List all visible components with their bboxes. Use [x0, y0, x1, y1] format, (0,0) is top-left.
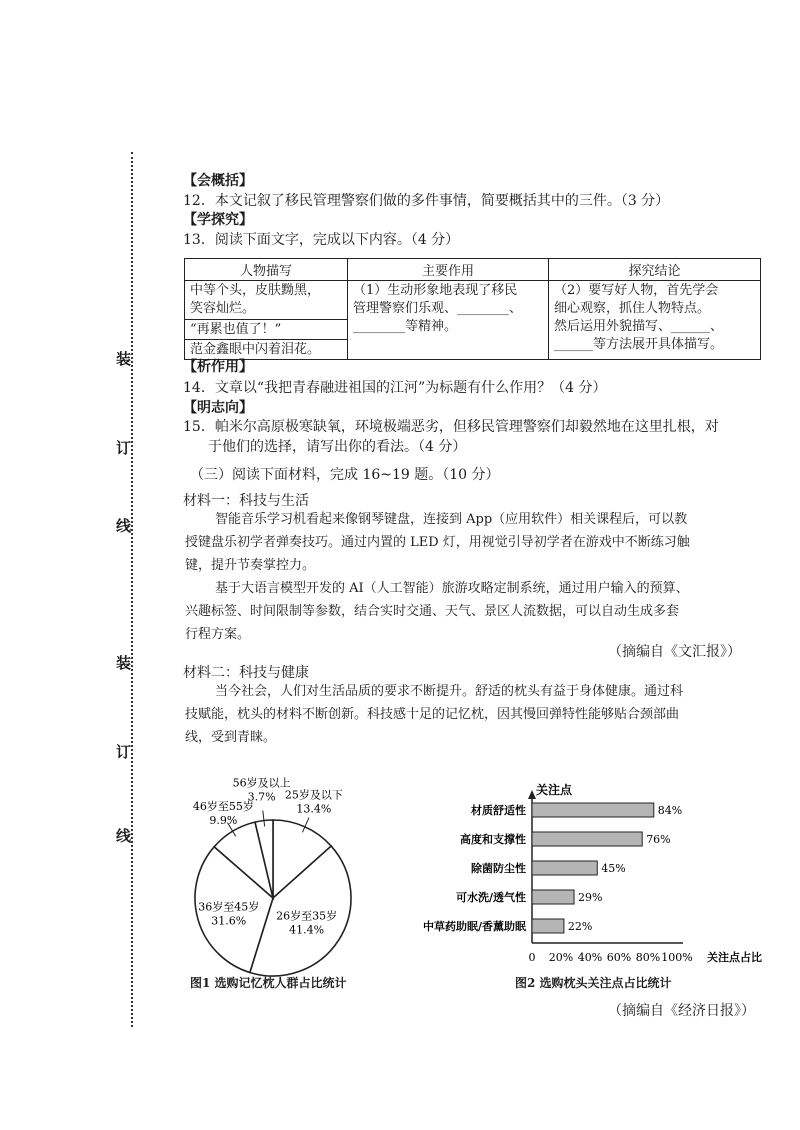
bar — [532, 803, 654, 817]
table-cell: 中等个头，皮肤黝黑， — [190, 283, 321, 298]
material1-line: 智能音乐学习机看起来像钢琴键盘，连接到 App（应用软件）相关课程后，可以教 — [215, 512, 688, 527]
bar-tick-label: 80% — [635, 951, 661, 964]
table-cell: “再累也值了！” — [185, 320, 347, 340]
pie-value-label: 31.6% — [211, 914, 247, 928]
bar-value-label: 45% — [601, 862, 626, 875]
pie-category-label: 46岁至55岁 — [192, 799, 254, 813]
table-cell: 然后运用外貌描写、______、 — [554, 319, 724, 334]
material2-line: 线，受到青睐。 — [185, 730, 277, 745]
binding-dotted-line — [131, 152, 133, 1027]
figure1-caption: 图1 选购记忆枕人群占比统计 — [190, 976, 347, 990]
bar-tick-label: 100% — [661, 951, 693, 964]
bar-value-label: 84% — [657, 804, 683, 817]
material1-line: 行程方案。 — [185, 627, 251, 642]
bar-category-label: 除菌防尘性 — [471, 862, 526, 875]
table-header: 人物描写 — [185, 259, 348, 281]
bar-tick-label: 40% — [577, 951, 603, 964]
material2-line: 技赋能，枕头的材料不断创新。科技感十足的记忆枕，因其慢回弹特性能够贴合颈部曲 — [185, 707, 680, 722]
bar-category-label: 高度和支撑性 — [460, 833, 526, 846]
heading-explore: 【学探究】 — [183, 212, 253, 228]
bar-category-label: 中草药助眠/香薰助眠 — [422, 920, 526, 933]
material1-line: 基于大语言模型开发的 AI（人工智能）旅游攻略定制系统，通过用户输入的预算、 — [215, 581, 689, 596]
pie-category-label: 36岁至45岁 — [198, 900, 260, 914]
pie-value-label: 13.4% — [296, 802, 332, 816]
pie-value-label: 41.4% — [289, 923, 325, 937]
heading-aspire: 【明志向】 — [183, 400, 253, 416]
binding-label-xian-2: 线 — [116, 827, 132, 845]
material1-title: 材料一：科技与生活 — [183, 493, 309, 509]
binding-label-zhuang: 装 — [116, 350, 132, 368]
material1-source: （摘编自《文汇报》） — [608, 644, 741, 660]
table-cell: 笑容灿烂。 — [190, 301, 256, 316]
material2-line: 当今社会，人们对生活品质的要求不断提升。舒适的枕头有益于身体健康。通过科 — [215, 684, 684, 699]
binding-label-zhuang-2: 装 — [116, 654, 132, 672]
table-cell: （1）生动形象地表现了移民 — [353, 283, 518, 298]
bar-tick-label: 0 — [528, 951, 536, 964]
bar — [532, 890, 574, 904]
bar-chart — [423, 782, 762, 964]
binding-label-xian: 线 — [116, 517, 132, 535]
material2-title: 材料二：科技与健康 — [183, 665, 309, 681]
table-cell: ______等方法展开具体描写。 — [554, 337, 724, 352]
heading-summarize: 【会概括】 — [183, 173, 253, 189]
table-cell: 范金鑫眼中闪着泪花。 — [190, 342, 321, 357]
table-cell: ________等精神。 — [353, 319, 458, 334]
pie-category-label: 56岁及以上 — [232, 776, 291, 790]
table-cell: （2）要写好人物，首先学会 — [554, 283, 719, 298]
table-header: 主要作用 — [348, 259, 549, 281]
heading-analyze: 【析作用】 — [183, 359, 253, 375]
pie-category-label: 25岁及以下 — [284, 788, 343, 802]
question-14: 14．文章以“我把青春融进祖国的江河”为标题有什么作用？（4 分） — [183, 380, 607, 396]
material1-line: 授键盘乐初学者弹奏技巧。通过内置的 LED 灯，用视觉引导初学者在游戏中不断练习触 — [185, 535, 690, 550]
bar-value-label: 76% — [646, 833, 671, 846]
part3-heading: （三）阅读下面材料，完成 16~19 题。（10 分） — [190, 467, 500, 483]
bar-tick-label: 60% — [606, 951, 632, 964]
charts-area — [180, 750, 770, 995]
pie-value-label: 3.7% — [247, 790, 276, 804]
bar — [532, 919, 564, 933]
bar — [532, 832, 642, 846]
bar-y-axis-label: 关注点 — [536, 783, 573, 797]
table-cell: 细心观察，抓住人物特点。 — [554, 301, 711, 316]
question-12: 12．本文记叙了移民管理警察们做的多件事情，简要概括其中的三件。（3 分） — [183, 193, 670, 209]
inquiry-table — [184, 258, 761, 360]
binding-label-ding-2: 订 — [116, 743, 132, 761]
question-13: 13．阅读下面文字，完成以下内容。（4 分） — [183, 232, 460, 248]
material1-line: 兴趣标签、时间限制等参数，结合实时交通、天气、景区人流数据，可以自动生成多套 — [185, 604, 680, 619]
bar-y-axis-arrow — [528, 790, 536, 799]
bar-value-label: 22% — [567, 920, 593, 933]
table-cell: 管理警察们乐观、________、 — [353, 301, 523, 316]
pie-category-label: 26岁至35岁 — [276, 909, 338, 923]
question-15-line2: 于他们的选择，请写出你的看法。（4 分） — [208, 439, 467, 455]
material1-line: 键，提升节奏掌控力。 — [185, 558, 316, 573]
bar-x-axis-label: 关注点占比 — [707, 951, 762, 964]
material2-source: （摘编自《经济日报》） — [608, 1003, 755, 1019]
bar-category-label: 材质舒适性 — [471, 804, 526, 817]
pie-value-label: 9.9% — [209, 813, 238, 827]
figure2-caption: 图2 选购枕头关注点占比统计 — [515, 976, 672, 990]
bar-value-label: 29% — [578, 891, 603, 904]
bar-tick-label: 20% — [548, 951, 574, 964]
binding-label-ding: 订 — [116, 439, 132, 457]
question-15-line1: 15．帕米尔高原极寒缺氧，环境极端恶劣，但移民管理警察们却毅然地在这里扎根，对 — [183, 419, 719, 435]
table-header: 探究结论 — [549, 259, 761, 281]
pie-chart — [193, 776, 351, 976]
bar-category-label: 可水洗/透气性 — [455, 891, 526, 904]
bar — [532, 861, 597, 875]
